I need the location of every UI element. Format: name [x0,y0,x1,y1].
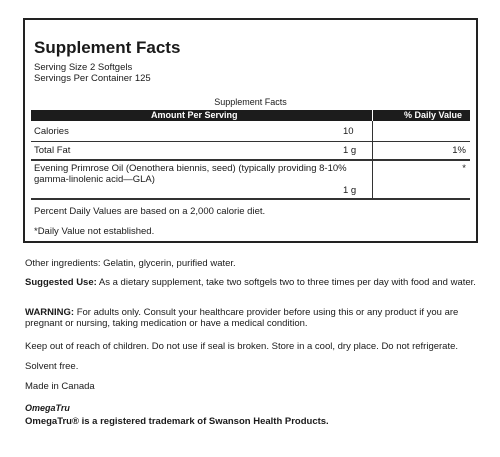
warning-text: For adults only. Consult your healthcare provider before using this or any product if you are pregnant or nursing, taking medication or have a medical condition. [25,307,459,329]
table-header [31,110,470,121]
row-divider [31,159,470,161]
suggested-use-text: As a dietary supplement, take two softgels two to three times per day with food and water. [96,277,476,288]
servings-per-container: Servings Per Container 125 [34,73,151,84]
table-caption: Supplement Facts [214,97,287,107]
suggested-use-label: Suggested Use: [25,277,97,288]
panel-title: Supplement Facts [34,38,181,57]
origin: Made in Canada [25,381,95,392]
dv-header: % Daily Value [403,110,462,120]
omegatru-logo: OmegaTru [25,403,70,413]
solvent-free: Solvent free. [25,361,79,372]
footnote-star: *Daily Value not established. [34,226,155,237]
footnote-percent: Percent Daily Values are based on a 2,000 calorie diet. [34,206,266,217]
other-ingredients: Other ingredients: Gelatin, glycerin, purified water. [25,258,236,269]
warning [25,307,485,329]
supplement-facts-panel: Supplement Facts Serving Size 2 Softgels Servings Per Container 125 Supplement Facts Amount Per Serving % Daily Value Calories 10 Total Fat 1 g 1% Evening Primrose Oil (Oenothera biennis, seed) (typically providing 8-10% * gamma-linolenic acid—GLA) 1 g Percent Daily Values are based on a 2,000 calorie diet. *Daily Value not established. [23,18,478,243]
storage-instructions: Keep out of reach of children. Do not use if seal is broken. Store in a cool, dry place. Do not refrigerate. [25,341,459,352]
column-divider [372,121,373,198]
warning-label: WARNING: [25,307,75,318]
row-divider [31,198,470,200]
amount-header: Amount Per Serving [151,110,238,120]
header-divider [372,110,373,121]
suggested-use [25,277,485,288]
row-divider [31,141,470,142]
trademark-notice: OmegaTru® is a registered trademark of Swanson Health Products. [25,416,329,427]
serving-size: Serving Size 2 Softgels [34,62,133,73]
